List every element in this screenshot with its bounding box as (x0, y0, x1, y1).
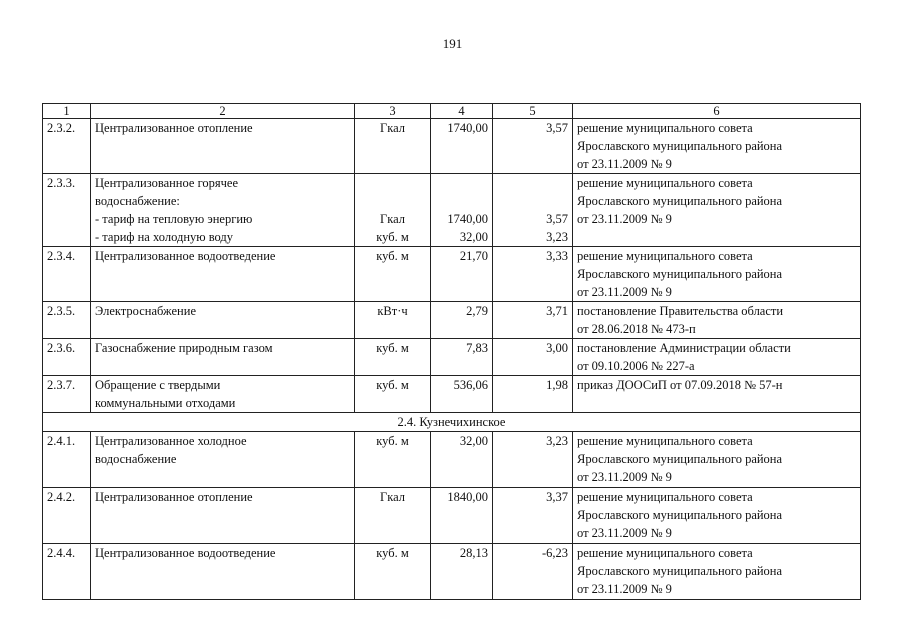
table-row (43, 432, 861, 488)
tariff-cell (431, 544, 493, 600)
service-name-line: Электроснабжение (95, 304, 196, 318)
legal-basis (573, 488, 861, 544)
growth-cell (493, 339, 573, 376)
legal-basis (573, 339, 861, 376)
service-name (91, 544, 355, 600)
legal-basis-line: от 23.11.2009 № 9 (577, 157, 672, 171)
legal-basis-line: Ярославского муниципального района (577, 139, 783, 153)
service-name-line: Централизованное горячее (95, 176, 239, 190)
growth-cell (493, 488, 573, 544)
tariff-cell (431, 339, 493, 376)
unit-cell (355, 488, 431, 544)
service-name-line: Газоснабжение природным газом (95, 341, 273, 355)
item-number: 2.3.4. (43, 247, 91, 302)
legal-basis (573, 247, 861, 302)
tariff-table-body (43, 104, 861, 600)
tariff-value: 536,06 (453, 378, 488, 392)
tariff-cell (431, 247, 493, 302)
service-name-line: Централизованное отопление (95, 490, 253, 504)
tariff-cell (431, 488, 493, 544)
service-name (91, 119, 355, 174)
service-name (91, 339, 355, 376)
growth-value: 1,98 (546, 378, 568, 392)
unit-value: кВт·ч (377, 304, 408, 318)
legal-basis-line: Ярославского муниципального района (577, 267, 783, 281)
column-number-6: 6 (573, 104, 861, 119)
tariff-cell (431, 302, 493, 339)
service-name (91, 302, 355, 339)
item-number: 2.4.4. (43, 544, 91, 600)
legal-basis-line: решение муниципального совета (577, 434, 753, 448)
legal-basis-line: решение муниципального совета (577, 121, 753, 135)
growth-cell (493, 544, 573, 600)
service-name-line: Централизованное холодное (95, 434, 247, 448)
service-name (91, 247, 355, 302)
tariff-value: 32,00 (459, 434, 488, 448)
unit-value: Гкал (379, 121, 405, 135)
tariff-value: 21,70 (459, 249, 488, 263)
legal-basis-line: решение муниципального совета (577, 490, 753, 504)
legal-basis-line: приказ ДООСиП от 07.09.2018 № 57-н (577, 378, 783, 392)
column-number-4: 4 (431, 104, 493, 119)
growth-value: 3,00 (546, 341, 568, 355)
table-row (43, 174, 861, 247)
tariff-cell (431, 174, 493, 247)
legal-basis-line: решение муниципального совета (577, 176, 753, 190)
table-row (43, 302, 861, 339)
tariff-value: 28,13 (459, 546, 488, 560)
legal-basis-line: от 28.06.2018 № 473-п (577, 322, 696, 336)
legal-basis-line: решение муниципального совета (577, 249, 753, 263)
tariff-value: 32,00 (459, 230, 488, 244)
growth-value: 3,57 (546, 121, 568, 135)
legal-basis (573, 119, 861, 174)
table-row (43, 247, 861, 302)
unit-value: Гкал (379, 212, 405, 226)
item-number: 2.3.6. (43, 339, 91, 376)
unit-value: Гкал (379, 490, 405, 504)
legal-basis-line: от 23.11.2009 № 9 (577, 285, 672, 299)
unit-cell (355, 119, 431, 174)
unit-cell (355, 302, 431, 339)
column-number-3: 3 (355, 104, 431, 119)
table-row (43, 339, 861, 376)
item-number: 2.3.7. (43, 376, 91, 413)
unit-cell (355, 339, 431, 376)
table-row (43, 376, 861, 413)
unit-value: куб. м (376, 434, 409, 448)
legal-basis-line: от 23.11.2009 № 9 (577, 470, 672, 484)
unit-cell (355, 247, 431, 302)
service-name-line: водоснабжение (95, 452, 177, 466)
service-name-line: коммунальными отходами (95, 396, 236, 410)
tariff-table (42, 103, 861, 600)
column-number-5: 5 (493, 104, 573, 119)
legal-basis-line: от 23.11.2009 № 9 (577, 582, 672, 596)
item-number: 2.3.5. (43, 302, 91, 339)
table-row (43, 119, 861, 174)
growth-cell (493, 302, 573, 339)
growth-cell (493, 119, 573, 174)
tariff-value: 7,83 (466, 341, 488, 355)
tariff-cell (431, 376, 493, 413)
legal-basis (573, 544, 861, 600)
unit-cell (355, 376, 431, 413)
unit-cell (355, 432, 431, 488)
service-name-line: - тариф на тепловую энергию (95, 212, 253, 226)
unit-value: куб. м (376, 341, 409, 355)
column-number-2: 2 (91, 104, 355, 119)
growth-value: 3,37 (546, 490, 568, 504)
unit-value: куб. м (376, 249, 409, 263)
service-name-line: Обращение с твердыми (95, 378, 221, 392)
service-name-line: Централизованное водоотведение (95, 546, 276, 560)
item-number: 2.3.2. (43, 119, 91, 174)
legal-basis-line: постановление Правительства области (577, 304, 784, 318)
growth-cell (493, 174, 573, 247)
legal-basis (573, 376, 861, 413)
legal-basis-line: Ярославского муниципального района (577, 452, 783, 466)
column-number-1: 1 (43, 104, 91, 119)
service-name-line: - тариф на холодную воду (95, 230, 234, 244)
table-row (43, 544, 861, 600)
item-number: 2.3.3. (43, 174, 91, 247)
table-row (43, 488, 861, 544)
legal-basis-line: Ярославского муниципального района (577, 564, 783, 578)
service-name-line: Централизованное водоотведение (95, 249, 276, 263)
column-number-row (43, 104, 861, 119)
service-name (91, 488, 355, 544)
growth-cell (493, 376, 573, 413)
growth-value: 3,33 (546, 249, 568, 263)
legal-basis (573, 302, 861, 339)
unit-value: куб. м (376, 230, 409, 244)
legal-basis-line: постановление Администрации области (577, 341, 791, 355)
service-name-line: водоснабжение: (95, 194, 180, 208)
growth-value: 3,23 (546, 434, 568, 448)
section-row (43, 413, 861, 432)
tariff-cell (431, 432, 493, 488)
unit-value: куб. м (376, 378, 409, 392)
growth-value: 3,71 (546, 304, 568, 318)
service-name (91, 376, 355, 413)
legal-basis-line: от 09.10.2006 № 227-а (577, 359, 695, 373)
unit-cell (355, 544, 431, 600)
service-name (91, 174, 355, 247)
tariff-value: 1840,00 (447, 490, 488, 504)
growth-cell (493, 432, 573, 488)
service-name (91, 432, 355, 488)
section-title: 2.4. Кузнечихинское (43, 413, 861, 432)
legal-basis-line: от 23.11.2009 № 9 (577, 212, 672, 226)
item-number: 2.4.1. (43, 432, 91, 488)
legal-basis (573, 432, 861, 488)
tariff-value: 1740,00 (447, 121, 488, 135)
tariff-value: 2,79 (466, 304, 488, 318)
legal-basis-line: Ярославского муниципального района (577, 194, 783, 208)
tariff-value: 1740,00 (447, 212, 488, 226)
growth-value: 3,23 (546, 230, 568, 244)
item-number: 2.4.2. (43, 488, 91, 544)
growth-cell (493, 247, 573, 302)
tariff-cell (431, 119, 493, 174)
growth-value: -6,23 (541, 546, 568, 560)
page-number: 191 (442, 36, 463, 51)
service-name-line: Централизованное отопление (95, 121, 253, 135)
unit-value: куб. м (376, 546, 409, 560)
unit-cell (355, 174, 431, 247)
legal-basis-line: Ярославского муниципального района (577, 508, 783, 522)
legal-basis-line: от 23.11.2009 № 9 (577, 526, 672, 540)
growth-value: 3,57 (546, 212, 568, 226)
legal-basis-line: решение муниципального совета (577, 546, 753, 560)
legal-basis (573, 174, 861, 247)
